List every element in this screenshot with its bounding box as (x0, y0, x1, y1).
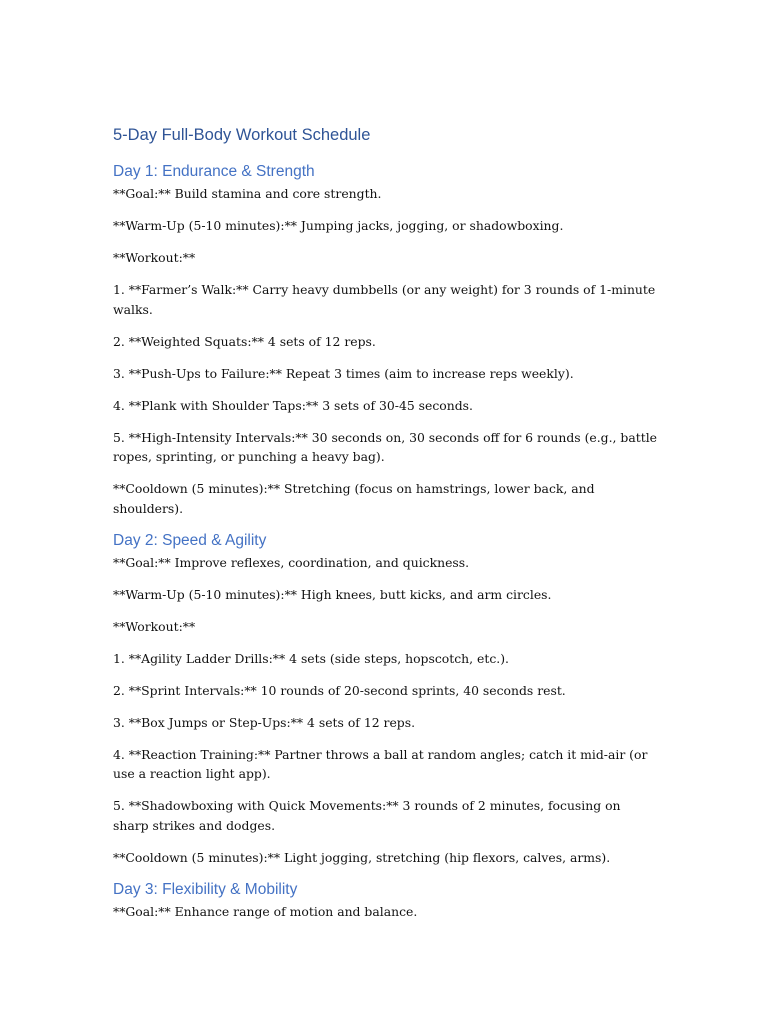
paragraph-goal: **Goal:** Build stamina and core strength. (113, 186, 382, 201)
paragraph-exercise-4: 4. **Reaction Training:** Partner throws a ball at random angles; catch it mid-air (or use a reaction light app). (113, 746, 648, 781)
paragraph-exercise-2: 2. **Weighted Squats:** 4 sets of 12 reps. (113, 333, 376, 349)
paragraph-exercise-2: 2. **Sprint Intervals:** 10 rounds of 20-second sprints, 40 seconds rest. (113, 682, 566, 698)
paragraph-exercise-4: 4. **Plank with Shoulder Taps:** 3 sets of 30-45 seconds. (113, 397, 473, 413)
paragraph-workout-label: **Workout:** (113, 250, 196, 265)
section-day-1 (113, 162, 658, 518)
paragraph-workout-label: **Workout:** (113, 618, 196, 634)
paragraph-exercise-5: 5. **Shadowboxing with Quick Movements:** 3 rounds of 2 minutes, focusing on sharp strikes and dodges. (113, 798, 621, 833)
section-heading: Day 2: Speed & Agility (113, 531, 267, 549)
section-heading: Day 1: Endurance & Strength (113, 163, 315, 180)
paragraph-exercise-3: 3. **Push-Ups to Failure:** Repeat 3 times (aim to increase reps weekly). (113, 365, 574, 381)
paragraph-exercise-1: 1. **Farmer’s Walk:** Carry heavy dumbbells (or any weight) for 3 rounds of 1-minute walks. (113, 282, 656, 317)
paragraph-cooldown: **Cooldown (5 minutes):** Light jogging, stretching (hip flexors, calves, arms). (113, 849, 611, 865)
paragraph-warm-up: **Warm-Up (5-10 minutes):** High knees, butt kicks, and arm circles. (113, 586, 552, 602)
paragraph-exercise-3: 3. **Box Jumps or Step-Ups:** 4 sets of 12 reps. (113, 714, 416, 730)
paragraph-exercise-5: 5. **High-Intensity Intervals:** 30 seconds on, 30 seconds off for 6 rounds (e.g., battle ropes, sprinting, or punching a heavy bag). (113, 429, 658, 464)
section-day-3 (113, 880, 658, 922)
document-page (113, 124, 658, 934)
document-title: 5-Day Full-Body Workout Schedule (113, 126, 371, 144)
section-heading: Day 3: Flexibility & Mobility (113, 880, 298, 898)
paragraph-warm-up: **Warm-Up (5-10 minutes):** Jumping jacks, jogging, or shadowboxing. (113, 218, 564, 233)
paragraph-goal: **Goal:** Improve reflexes, coordination, and quickness. (113, 554, 470, 570)
paragraph-exercise-1: 1. **Agility Ladder Drills:** 4 sets (side steps, hopscotch, etc.). (113, 650, 509, 666)
section-day-2 (113, 531, 658, 868)
paragraph-cooldown: **Cooldown (5 minutes):** Stretching (focus on hamstrings, lower back, and shoulders). (113, 481, 595, 516)
paragraph-goal: **Goal:** Enhance range of motion and balance. (113, 903, 418, 919)
